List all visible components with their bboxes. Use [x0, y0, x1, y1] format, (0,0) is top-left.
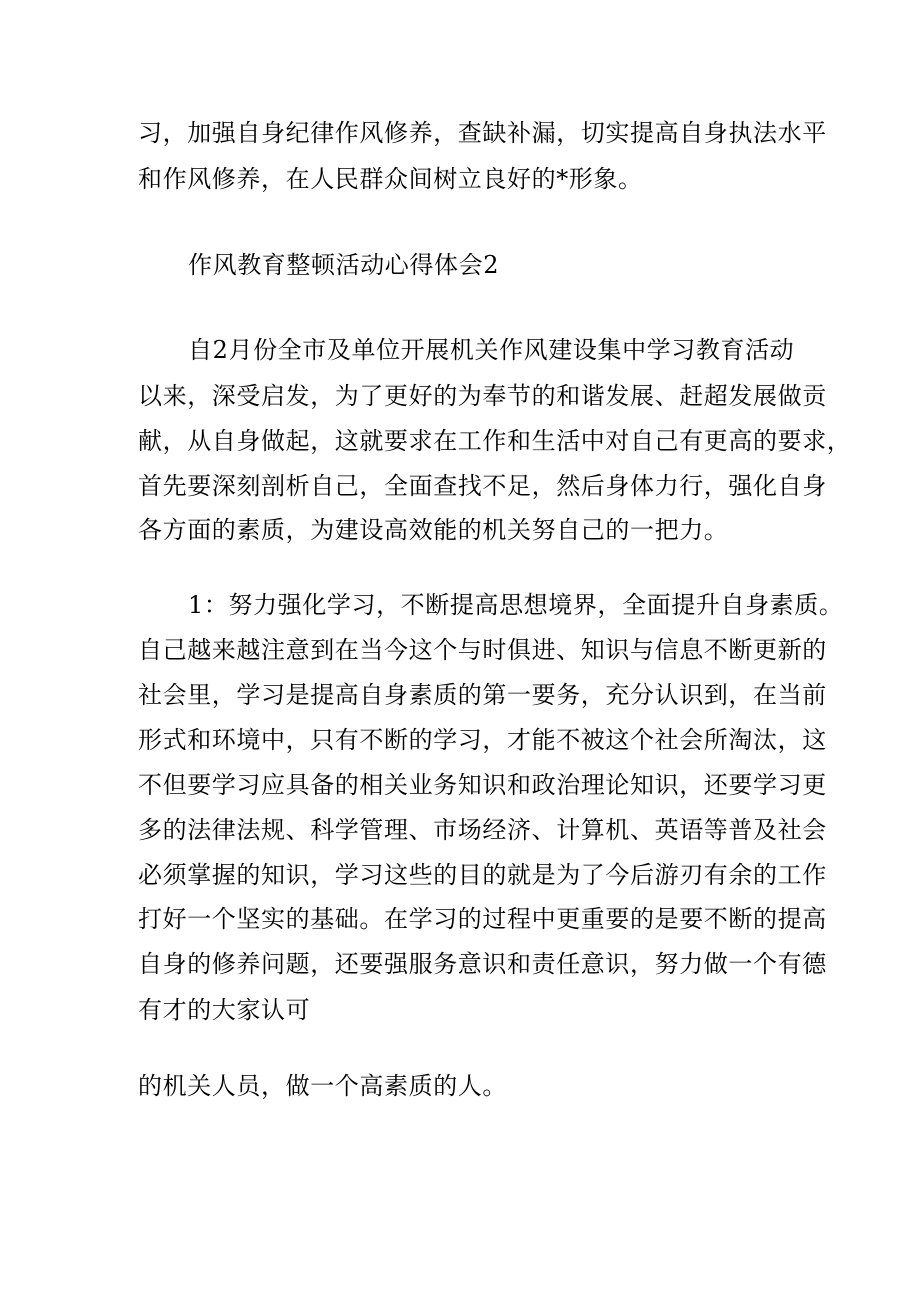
paragraph2-line-3: 社会里，学习是提高自身素质的第一要务，充分认识到，在当前	[138, 681, 827, 709]
paragraph2-line-4: 形式和环境中，只有不断的学习，才能不被这个社会所淘汰，这	[138, 726, 827, 754]
paragraph2-line-6: 多的法律法规、科学管理、市场经济、计算机、英语等普及社会	[138, 816, 827, 844]
paragraph2-line-5: 不但要学习应具备的相关业务知识和政治理论知识，还要学习更	[138, 771, 827, 799]
paragraph1-line-3: 献，从自身做起，这就要求在工作和生活中对自己有更高的要求，	[138, 427, 852, 455]
paragraph2-line-10: 有才的大家认可	[138, 996, 311, 1024]
paragraph2-line-8: 打好一个坚实的基础。在学习的过程中更重要的是要不断的提高	[138, 905, 827, 933]
section-heading: 作风教育整顿活动心得体会2	[188, 251, 500, 279]
paragraph3-line-1: 的机关人员，做一个高素质的人。	[138, 1072, 507, 1100]
paragraph1-line-2: 以来，深受启发，为了更好的为奉节的和谐发展、赶超发展做贡	[138, 382, 827, 410]
paragraph2-line-2: 自己越来越注意到在当今这个与时俱进、知识与信息不断更新的	[138, 636, 827, 664]
continuation-line-2: 和作风修养，在人民群众间树立良好的*形象。	[138, 165, 643, 193]
continuation-line-1: 习，加强自身纪律作风修养，查缺补漏，切实提高自身执法水平	[138, 119, 827, 147]
paragraph1-line-1: 自2月份全市及单位开展机关作风建设集中学习教育活动	[188, 336, 795, 364]
paragraph2-line-1: 1：努力强化学习，不断提高思想境界，全面提升自身素质。	[188, 591, 844, 619]
paragraph2-line-7: 必须掌握的知识，学习这些的目的就是为了今后游刃有余的工作	[138, 861, 827, 889]
paragraph1-line-5: 各方面的素质，为建设高效能的机关努自己的一把力。	[138, 516, 729, 544]
paragraph2-line-9: 自身的修养问题，还要强服务意识和责任意识，努力做一个有德	[138, 950, 827, 978]
paragraph1-line-4: 首先要深刻剖析自己，全面查找不足，然后身体力行，强化自身	[138, 472, 827, 500]
